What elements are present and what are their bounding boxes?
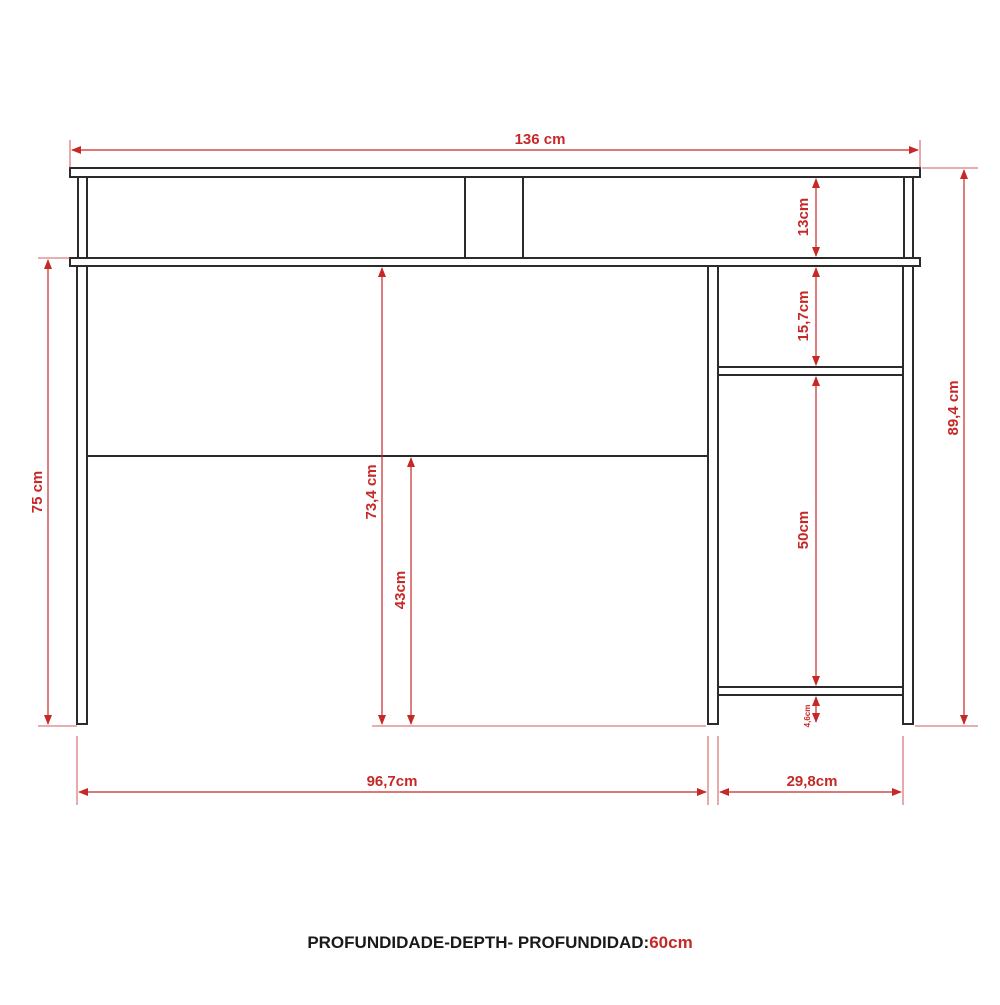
upper-niche-height-label: 15,7cm [795,290,812,342]
depth-note [0,933,1000,953]
foot-gap-label: 4,6cm [803,704,812,728]
depth-value: 60cm [649,933,693,952]
desk-height-label: 75 cm [29,470,46,514]
desk-width-label: 96,7cm [366,773,418,790]
inner-side-leg [708,266,718,724]
outer-side-leg [903,266,913,724]
left-leg [77,266,87,724]
top-shelf-height-label: 13cm [795,197,812,237]
lower-niche-height-label: 50cm [795,510,812,550]
side-width-label: 29,8cm [786,773,838,790]
desk-clearance-label: 73,4 cm [363,464,380,520]
hutch-center-divider [465,177,523,258]
total-width-label: 136 cm [514,131,566,148]
hutch-left-post [78,177,87,258]
side-bottom-shelf [718,687,903,695]
desktop-board [70,258,920,266]
top-shelf-board [70,168,920,177]
side-middle-shelf [718,367,903,375]
depth-note-text: PROFUNDIDADE-DEPTH- PROFUNDIDAD: [307,933,650,952]
panel-clearance-label: 43cm [392,570,409,610]
total-height-label: 89,4 cm [945,380,962,436]
hutch-right-post [904,177,913,258]
desk-drawing [70,168,920,724]
